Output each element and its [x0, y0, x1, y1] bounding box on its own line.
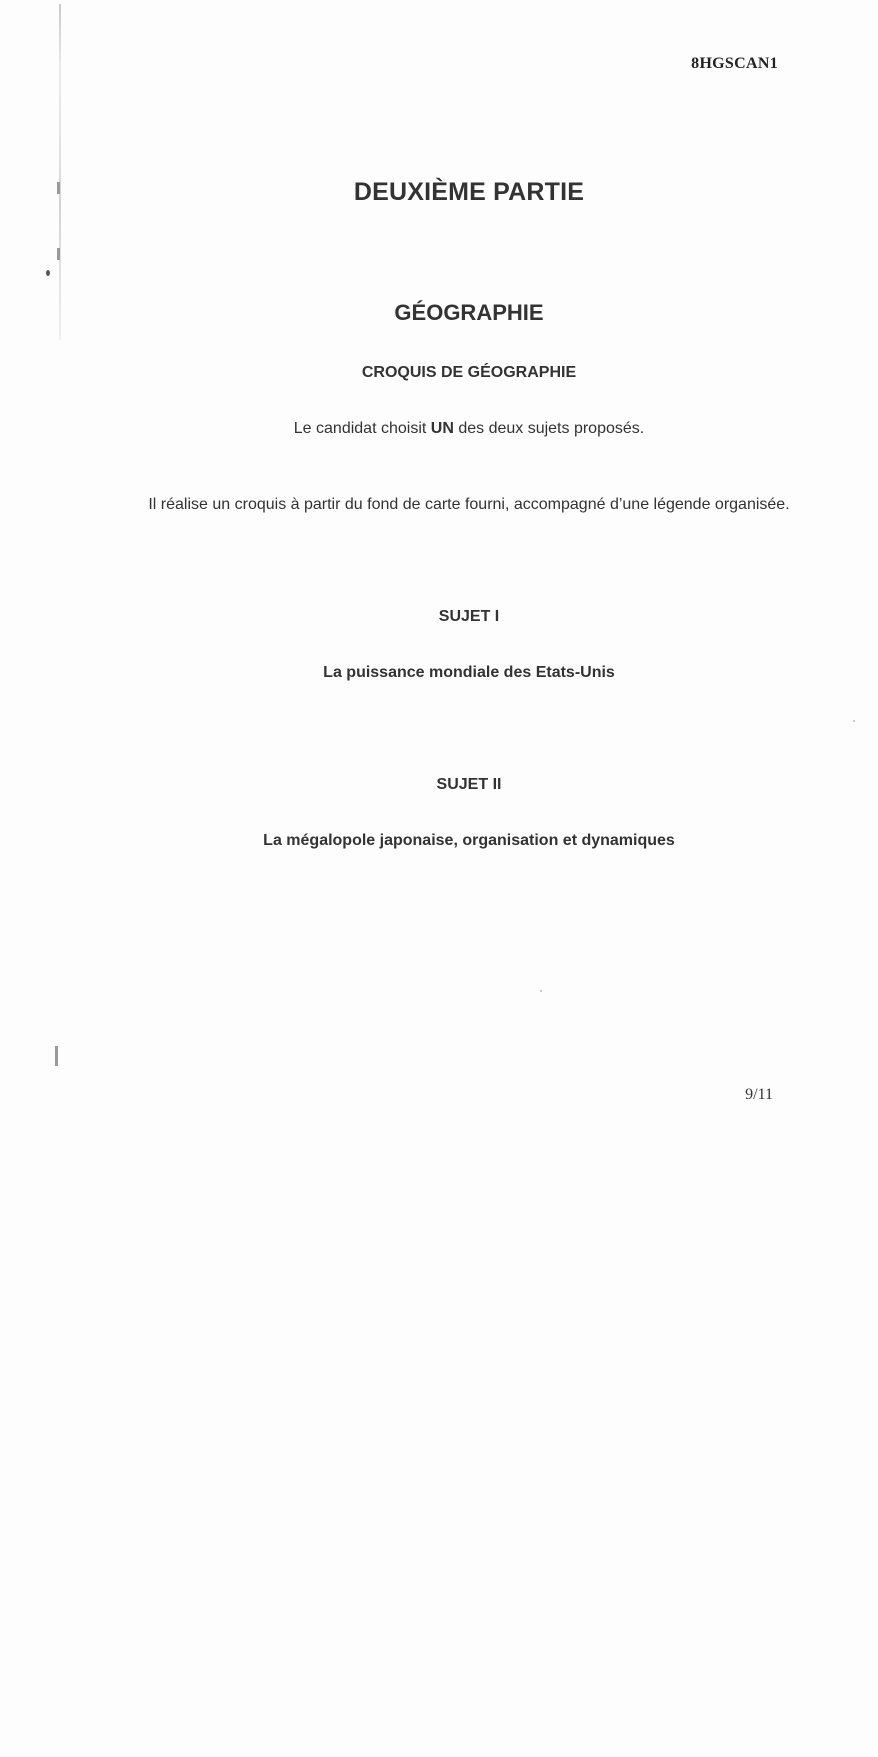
reference-code: 8HGSCAN1 — [691, 55, 778, 72]
sujet-2-label: SUJET II — [436, 776, 502, 793]
scan-speck — [853, 720, 855, 722]
part-title: DEUXIÈME PARTIE — [353, 178, 585, 206]
sujet-2-title: La mégalopole japonaise, organisation et dynamiques — [263, 832, 675, 849]
scan-tick-mark — [57, 248, 60, 260]
scan-speck — [540, 990, 542, 992]
instruction-choice-start: Le candidat choisit — [293, 420, 431, 437]
instruction-choice — [0, 420, 878, 438]
scan-tick-mark — [55, 1046, 58, 1066]
sujet-1-label: SUJET I — [438, 608, 500, 625]
instruction-choice-end: des deux sujets proposés. — [453, 420, 645, 437]
scan-dot-mark — [46, 270, 50, 276]
instruction-choice-emphasis: UN — [430, 420, 454, 437]
sujet-1-title: La puissance mondiale des Etats-Unis — [323, 664, 615, 681]
scan-binding-edge — [59, 4, 61, 340]
page-number: 9/11 — [745, 1086, 773, 1103]
section-title: CROQUIS DE GÉOGRAPHIE — [361, 364, 577, 381]
subject-title: GÉOGRAPHIE — [394, 300, 544, 325]
instruction-map: Il réalise un croquis à partir du fond de carte fourni, accompagné d’une légende organisée. — [148, 496, 790, 513]
